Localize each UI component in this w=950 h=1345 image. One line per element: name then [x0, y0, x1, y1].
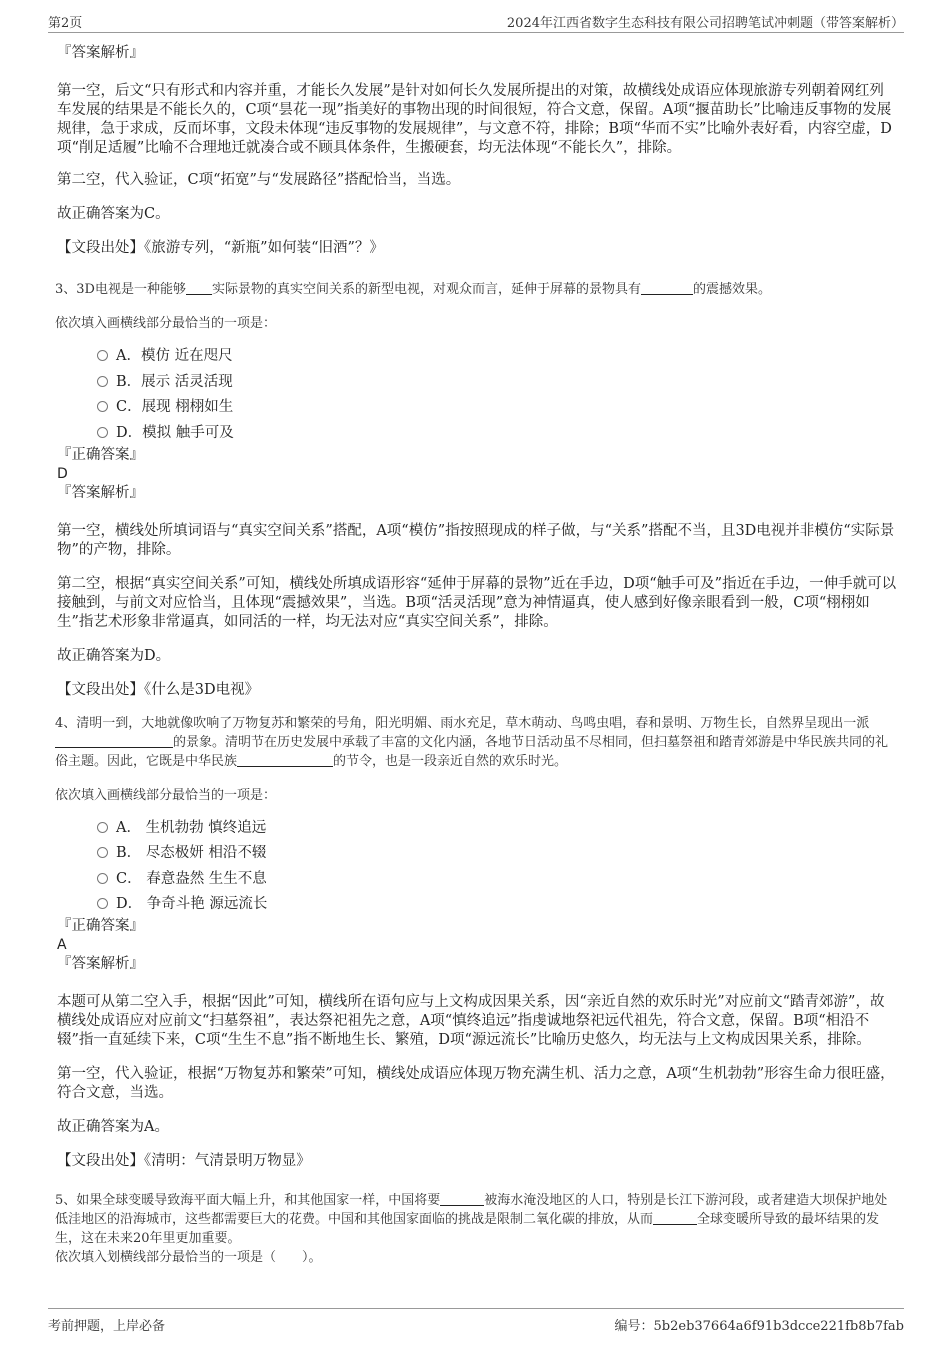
radio-button[interactable] — [97, 873, 108, 884]
question-stem — [55, 1191, 897, 1248]
source-citation: 【文段出处】《什么是3D电视》 — [57, 681, 260, 698]
answer-conclusion: 故正确答案为D。 — [57, 647, 171, 664]
page-footer — [48, 1308, 904, 1335]
option-label: B．展示 活灵活现 — [116, 373, 233, 390]
option-d[interactable] — [57, 424, 897, 442]
question-instruction: 依次填入画横线部分最恰当的一项是： — [55, 316, 277, 331]
stem-text: 4、清明一到，大地就像吹响了万物复苏和繁荣的号角，阳光明媚、雨水充足，草木萌动、鸟鸣虫唱，春和景明、万物生长，自然界呈现出一派 — [55, 715, 870, 731]
stem-text: 实际景物的真实空间关系的新型电视，对观众而言，延伸于屏幕的景物具有 — [211, 282, 641, 297]
analysis-paragraph: 第一空，代入验证，根据“万物复苏和繁荣”可知，横线处成语应体现万物充满生机、活力之意，A项“生机勃勃”形容生命力很旺盛，符合文意，当选。 — [57, 1066, 895, 1101]
radio-button[interactable] — [97, 427, 108, 438]
option-d[interactable] — [57, 895, 897, 913]
fill-blank — [641, 280, 693, 295]
radio-button[interactable] — [97, 822, 108, 833]
document-code: 编号：5b2eb37664a6f91b3dcce221fb8b7fab — [614, 1319, 904, 1334]
fill-blank — [440, 1191, 484, 1206]
correct-answer: D — [57, 465, 68, 482]
footer-slogan: 考前押题，上岸必备 — [48, 1319, 166, 1334]
option-b[interactable] — [57, 844, 897, 862]
analysis-label: 『答案解析』 — [57, 45, 144, 61]
analysis-paragraph: 第二空，代入验证，C项“拓宽”与“发展路径”搭配恰当，当选。 — [57, 172, 461, 188]
option-a[interactable] — [57, 347, 897, 365]
fill-blank — [186, 280, 212, 295]
question-4 — [57, 714, 897, 1172]
stem-text: 的景象。清明节在历史发展中承载了丰富的文化内涵，各地节日活动虽不尽相同，但扫墓祭祖和踏青郊游是中华民族共同的礼俗主题。因此，它既是中华民族 — [55, 734, 889, 769]
correct-answer: A — [57, 937, 67, 953]
question-instruction: 依次填入画横线部分最恰当的一项是： — [55, 787, 277, 803]
stem-text: 被海水淹没地区的人口，特别是长江下游河段，或者建造大坝保护地处低洼地区的沿海城市，这些都需要巨大的花费。中国和其他国家面临的挑战是限制二氧化碳的排放，从而 — [55, 1193, 888, 1227]
question-stem — [55, 714, 897, 771]
stem-text: 的震撼效果。 — [692, 282, 771, 297]
radio-button[interactable] — [97, 376, 108, 387]
option-label: A． 生机勃勃 慎终追远 — [116, 819, 267, 836]
stem-text: 全球变暖所导致的最坏结果的发生，这在未来20年里更加重要。 — [55, 1212, 880, 1246]
question-instruction: 依次填入划横线部分最恰当的一项是（ ）。 — [55, 1250, 322, 1265]
fill-blank — [237, 752, 333, 767]
page-number: 第2页 — [48, 16, 83, 31]
option-c[interactable] — [57, 398, 897, 416]
option-label: B． 尽态极妍 相沿不辍 — [116, 845, 267, 861]
document-body — [57, 44, 897, 1267]
option-b[interactable] — [57, 373, 897, 391]
analysis-paragraph: 第一空，横线处所填词语与“真实空间关系”搭配，A项“模仿”指按照现成的样子做，与“关系”搭配不当，且3D电视并非模仿“实际景物”的产物，排除。 — [57, 522, 895, 558]
option-c[interactable] — [57, 870, 897, 888]
correct-answer-label: 『正确答案』 — [57, 446, 144, 463]
radio-button[interactable] — [97, 847, 108, 858]
analysis-label: 『答案解析』 — [57, 956, 144, 972]
option-label: D．模拟 触手可及 — [116, 424, 234, 441]
option-a[interactable] — [57, 819, 897, 837]
document-title: 2024年江西省数字生态科技有限公司招聘笔试冲刺题（带答案解析） — [506, 16, 904, 31]
page-header — [48, 10, 904, 33]
radio-button[interactable] — [97, 350, 108, 361]
fill-blank — [55, 733, 173, 748]
analysis-paragraph: 第二空，根据“真实空间关系”可知，横线处所填成语形容“延伸于屏幕的景物”近在手边，D项“触手可及”指近在手边，一伸手就可以接触到，与前文对应恰当，且体现“震撼效果”，当选。B项“活灵活现”意为神情逼真，使人感到好像亲眼看到一般，C项“栩栩如生”指艺术形象非常逼真，如同活的一样，均无法对应“真实空间关系”，排除。 — [57, 575, 897, 630]
answer-conclusion: 故正确答案为C。 — [57, 206, 170, 222]
stem-text: 的节令，也是一段亲近自然的欢乐时光。 — [333, 753, 568, 769]
fill-blank — [653, 1210, 697, 1225]
source-citation: 【文段出处】《旅游专列，“新瓶”如何装“旧酒”？》 — [57, 240, 384, 256]
analysis-paragraph: 第一空，后文“只有形式和内容并重，才能长久发展”是针对如何长久发展所提出的对策，故横线处成语应体现旅游专列朝着网红列车发展的结果是不能长久的，C项“昙花一现”指美好的事物出现的时间很短，符合文意，保留。A项“揠苗助长”比喻违反事物的发展规律，急于求成，反而坏事，文段未体现“违反事物的发展规律”，与文意不符，排除；B项“华而不实”比喻外表好看，内容空虚，D项“削足适履”比喻不合理地迁就凑合或不顾具体条件，生搬硬套，均无法体现“不能长久”，排除。 — [57, 83, 892, 156]
question-5 — [57, 1191, 897, 1267]
radio-button[interactable] — [97, 401, 108, 412]
option-label: A．模仿 近在咫尺 — [116, 348, 233, 364]
option-label: C． 春意盎然 生生不息 — [116, 870, 267, 887]
analysis-paragraph: 本题可从第二空入手，根据“因此”可知，横线所在语句应与上文构成因果关系，因“亲近自然的欢乐时光”对应前文“踏青郊游”，故横线处成语应对应前文“扫墓祭祖”，表达祭祀祖先之意，A项“慎终追远”指虔诚地祭祀远代祖先，符合文意，保留。B项“相沿不辍”指一直延续下来，C项“生生不息”指不断地生长、繁殖，D项“源远流长”比喻历史悠久，均无法与上文构成因果关系，排除。 — [57, 994, 885, 1048]
source-citation: 【文段出处】《清明：气清景明万物显》 — [57, 1153, 311, 1169]
option-label: C．展现 栩栩如生 — [116, 399, 234, 415]
stem-text: 3、3D电视是一种能够 — [55, 282, 186, 297]
question-3 — [57, 280, 897, 700]
radio-button[interactable] — [97, 898, 108, 909]
option-label: D． 争奇斗艳 源远流长 — [116, 896, 268, 912]
question-stem — [55, 280, 897, 299]
stem-text: 5、如果全球变暖导致海平面大幅上升，和其他国家一样，中国将要 — [55, 1193, 441, 1208]
analysis-label: 『答案解析』 — [57, 484, 144, 501]
correct-answer-label: 『正确答案』 — [57, 918, 144, 934]
answer-conclusion: 故正确答案为A。 — [57, 1119, 169, 1135]
